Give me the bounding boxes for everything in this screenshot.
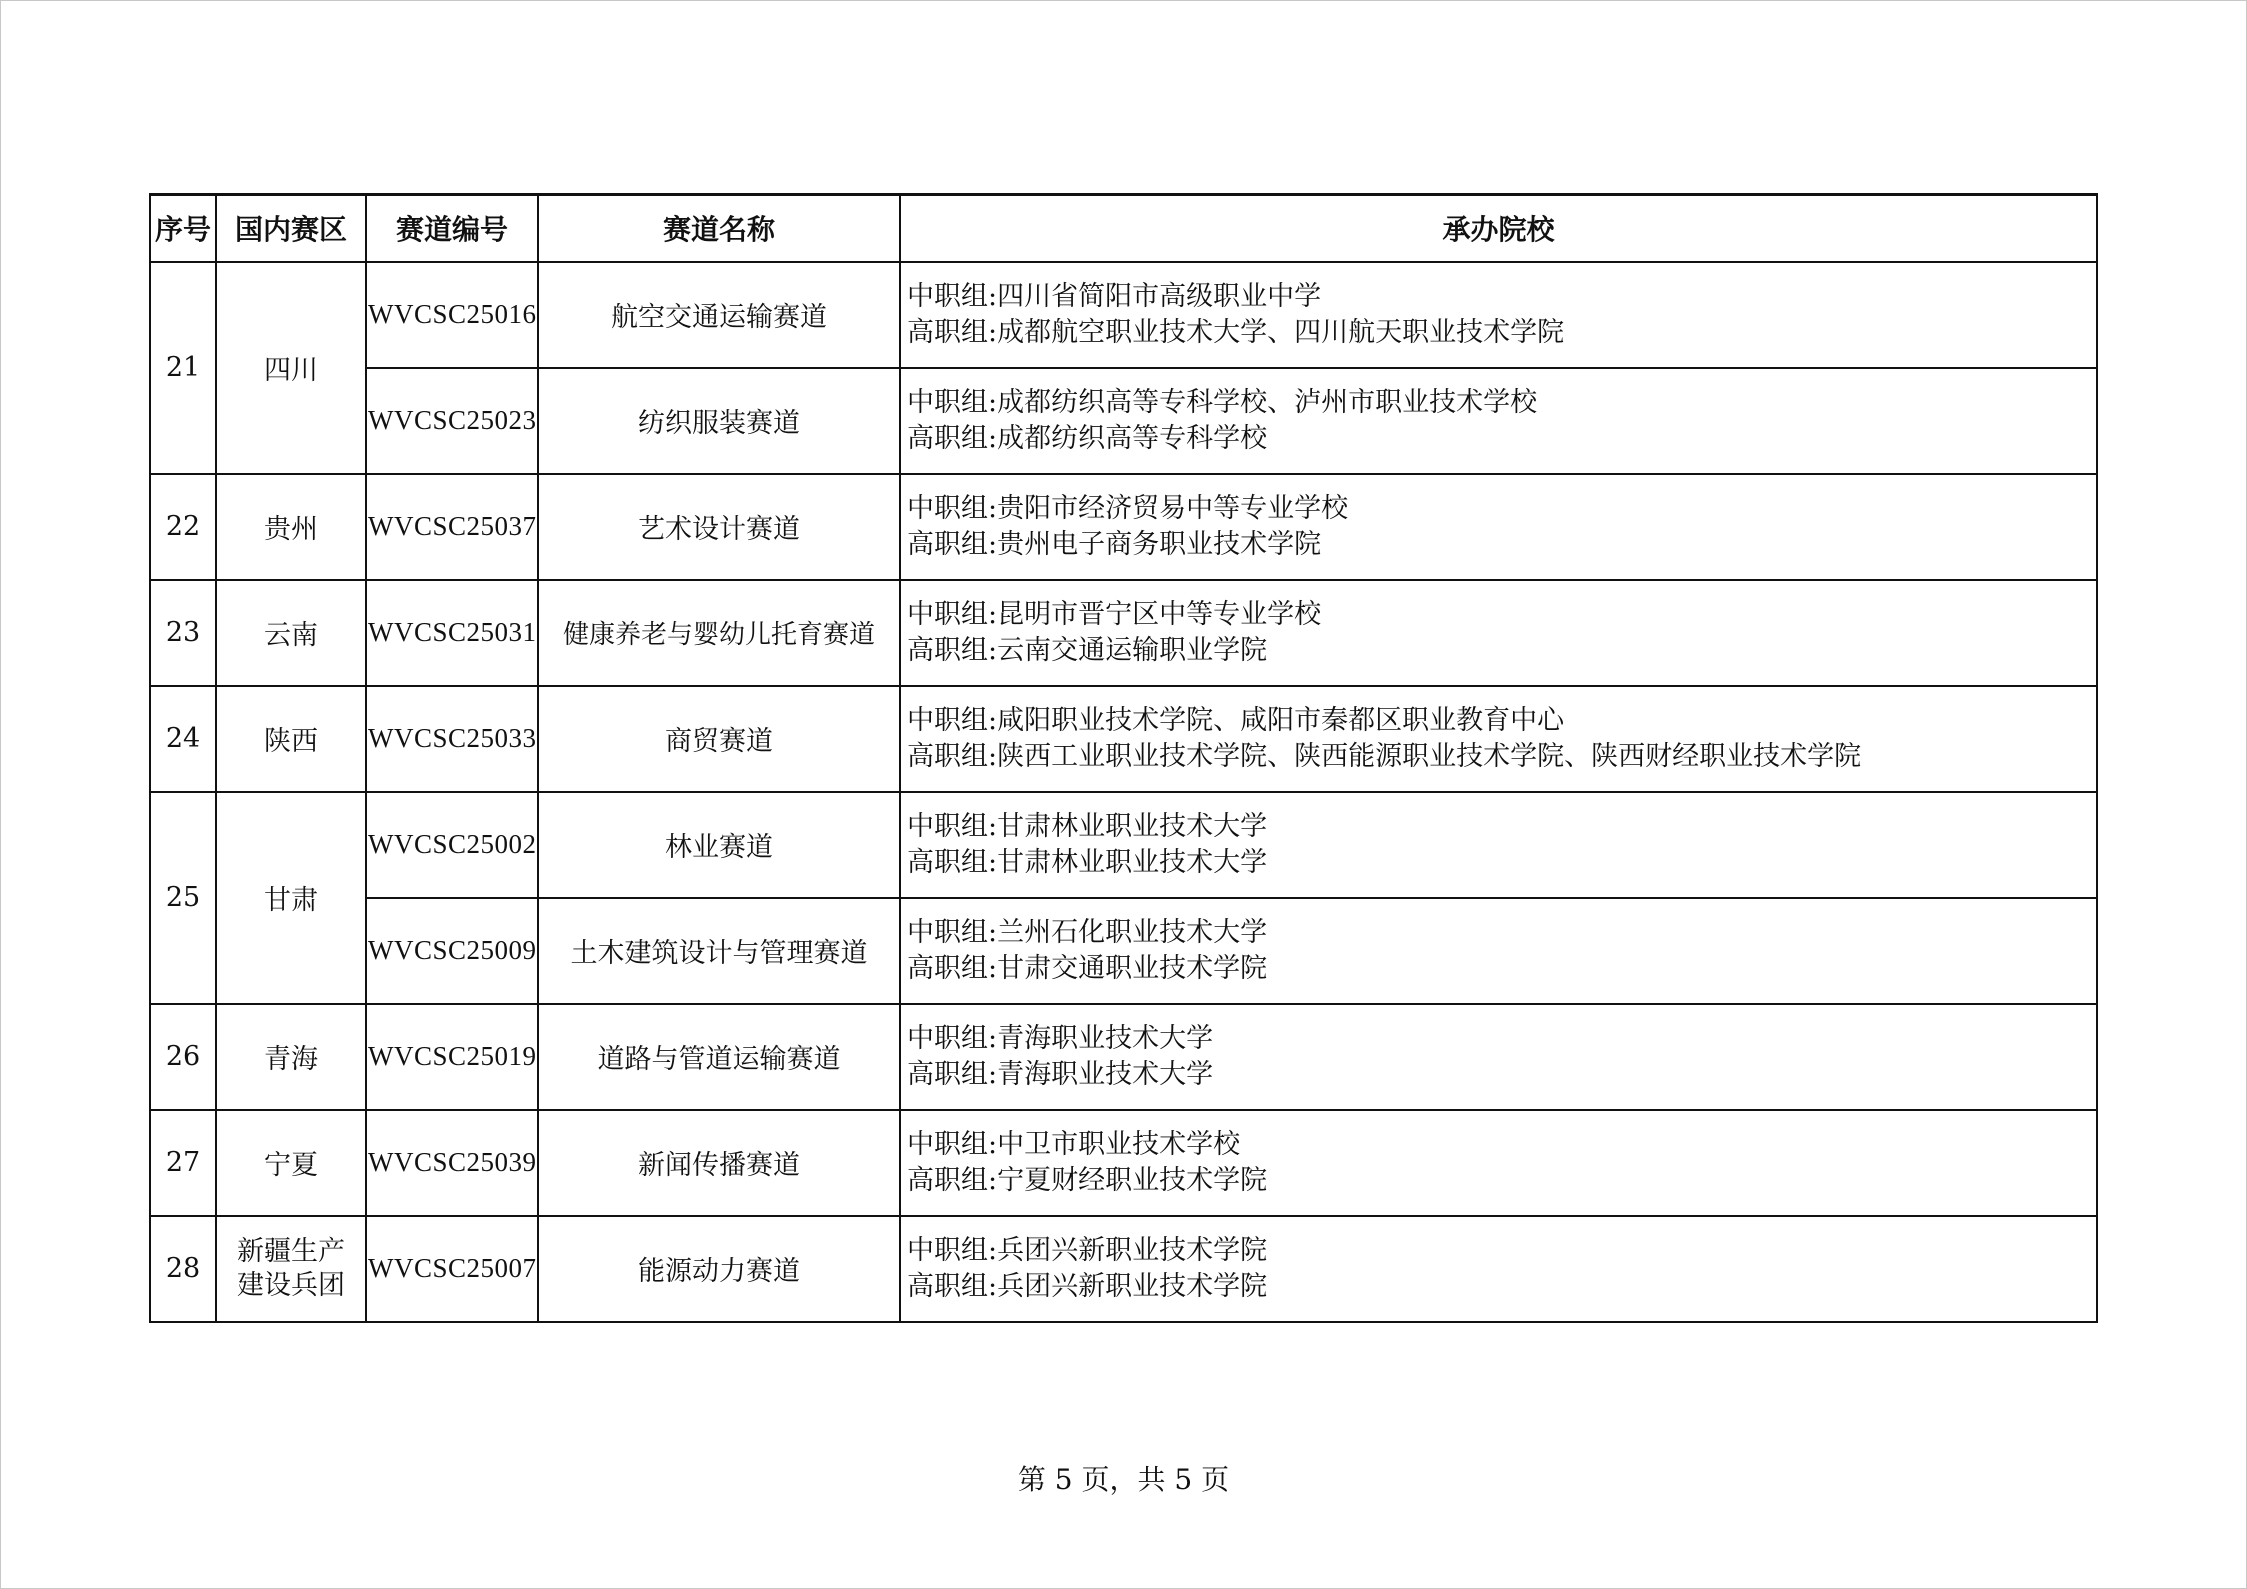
school-secondary: 中职组:四川省简阳市高级职业中学 <box>907 280 1322 312</box>
cell-host-school <box>900 898 2097 1004</box>
cell-track-name: 能源动力赛道 <box>538 1216 900 1322</box>
cell-track-code: WVCSC25002 <box>366 792 538 898</box>
table-row <box>150 474 2097 580</box>
cell-track-name: 新闻传播赛道 <box>538 1110 900 1216</box>
cell-region: 四川 <box>216 262 366 474</box>
cell-track-name: 林业赛道 <box>538 792 900 898</box>
cell-host-school <box>900 262 2097 368</box>
school-secondary: 中职组:贵阳市经济贸易中等专业学校 <box>907 492 1349 524</box>
cell-seq: 28 <box>150 1216 216 1322</box>
header-region: 国内赛区 <box>216 195 366 262</box>
cell-host-school <box>900 1110 2097 1216</box>
cell-track-name: 商贸赛道 <box>538 686 900 792</box>
table-row <box>150 368 2097 474</box>
school-secondary: 中职组:青海职业技术大学 <box>907 1022 1214 1054</box>
school-secondary: 中职组:咸阳职业技术学院、咸阳市秦都区职业教育中心 <box>907 704 1565 736</box>
cell-track-code: WVCSC25016 <box>366 262 538 368</box>
cell-seq: 22 <box>150 474 216 580</box>
table-row <box>150 1004 2097 1110</box>
school-secondary: 中职组:成都纺织高等专科学校、泸州市职业技术学校 <box>907 386 1538 418</box>
cell-region: 甘肃 <box>216 792 366 1004</box>
header-host-school: 承办院校 <box>900 195 2097 262</box>
cell-seq: 27 <box>150 1110 216 1216</box>
school-secondary: 中职组:昆明市晋宁区中等专业学校 <box>907 598 1322 630</box>
region-line-1: 新疆生产 <box>237 1235 345 1267</box>
cell-seq: 26 <box>150 1004 216 1110</box>
school-higher: 高职组:甘肃交通职业技术学院 <box>907 952 1268 984</box>
cell-track-code: WVCSC25037 <box>366 474 538 580</box>
cell-host-school <box>900 1004 2097 1110</box>
table-header-row <box>150 195 2097 262</box>
school-secondary: 中职组:中卫市职业技术学校 <box>907 1128 1241 1160</box>
cell-seq: 21 <box>150 262 216 474</box>
venue-table <box>149 193 2098 1323</box>
table-row <box>150 792 2097 898</box>
cell-track-name: 道路与管道运输赛道 <box>538 1004 900 1110</box>
school-higher: 高职组:宁夏财经职业技术学院 <box>907 1164 1268 1196</box>
school-secondary: 中职组:甘肃林业职业技术大学 <box>907 810 1268 842</box>
school-higher: 高职组:甘肃林业职业技术大学 <box>907 846 1268 878</box>
cell-region <box>216 1216 366 1322</box>
cell-track-name: 艺术设计赛道 <box>538 474 900 580</box>
cell-seq: 23 <box>150 580 216 686</box>
cell-region: 陕西 <box>216 686 366 792</box>
school-secondary: 中职组:兵团兴新职业技术学院 <box>907 1234 1268 1266</box>
table-row <box>150 686 2097 792</box>
cell-host-school <box>900 792 2097 898</box>
header-seq: 序号 <box>150 195 216 262</box>
cell-track-code: WVCSC25033 <box>366 686 538 792</box>
cell-track-name: 土木建筑设计与管理赛道 <box>538 898 900 1004</box>
cell-track-code: WVCSC25009 <box>366 898 538 1004</box>
school-higher: 高职组:贵州电子商务职业技术学院 <box>907 528 1322 560</box>
cell-host-school <box>900 474 2097 580</box>
cell-track-code: WVCSC25039 <box>366 1110 538 1216</box>
cell-seq: 25 <box>150 792 216 1004</box>
school-higher: 高职组:陕西工业职业技术学院、陕西能源职业技术学院、陕西财经职业技术学院 <box>907 740 1862 772</box>
school-higher: 高职组:成都航空职业技术大学、四川航天职业技术学院 <box>907 316 1565 348</box>
table-row <box>150 262 2097 368</box>
school-higher: 高职组:青海职业技术大学 <box>907 1058 1214 1090</box>
table-row <box>150 580 2097 686</box>
cell-region: 贵州 <box>216 474 366 580</box>
cell-region: 宁夏 <box>216 1110 366 1216</box>
cell-host-school <box>900 368 2097 474</box>
school-higher: 高职组:成都纺织高等专科学校 <box>907 422 1268 454</box>
cell-track-code: WVCSC25023 <box>366 368 538 474</box>
table-row <box>150 1216 2097 1322</box>
cell-track-code: WVCSC25007 <box>366 1216 538 1322</box>
cell-host-school <box>900 686 2097 792</box>
cell-region: 青海 <box>216 1004 366 1110</box>
header-track-name: 赛道名称 <box>538 195 900 262</box>
cell-region: 云南 <box>216 580 366 686</box>
header-track-code: 赛道编号 <box>366 195 538 262</box>
cell-host-school <box>900 580 2097 686</box>
table-row <box>150 898 2097 1004</box>
cell-track-name: 纺织服装赛道 <box>538 368 900 474</box>
cell-track-name: 航空交通运输赛道 <box>538 262 900 368</box>
region-line-2: 建设兵团 <box>237 1269 345 1301</box>
cell-track-code: WVCSC25031 <box>366 580 538 686</box>
school-higher: 高职组:兵团兴新职业技术学院 <box>907 1270 1268 1302</box>
school-secondary: 中职组:兰州石化职业技术大学 <box>907 916 1268 948</box>
table-row <box>150 1110 2097 1216</box>
cell-track-code: WVCSC25019 <box>366 1004 538 1110</box>
cell-track-name: 健康养老与婴幼儿托育赛道 <box>538 580 900 686</box>
school-higher: 高职组:云南交通运输职业学院 <box>907 634 1268 666</box>
cell-host-school <box>900 1216 2097 1322</box>
cell-seq: 24 <box>150 686 216 792</box>
page-number: 第 5 页，共 5 页 <box>1017 1463 1230 1496</box>
